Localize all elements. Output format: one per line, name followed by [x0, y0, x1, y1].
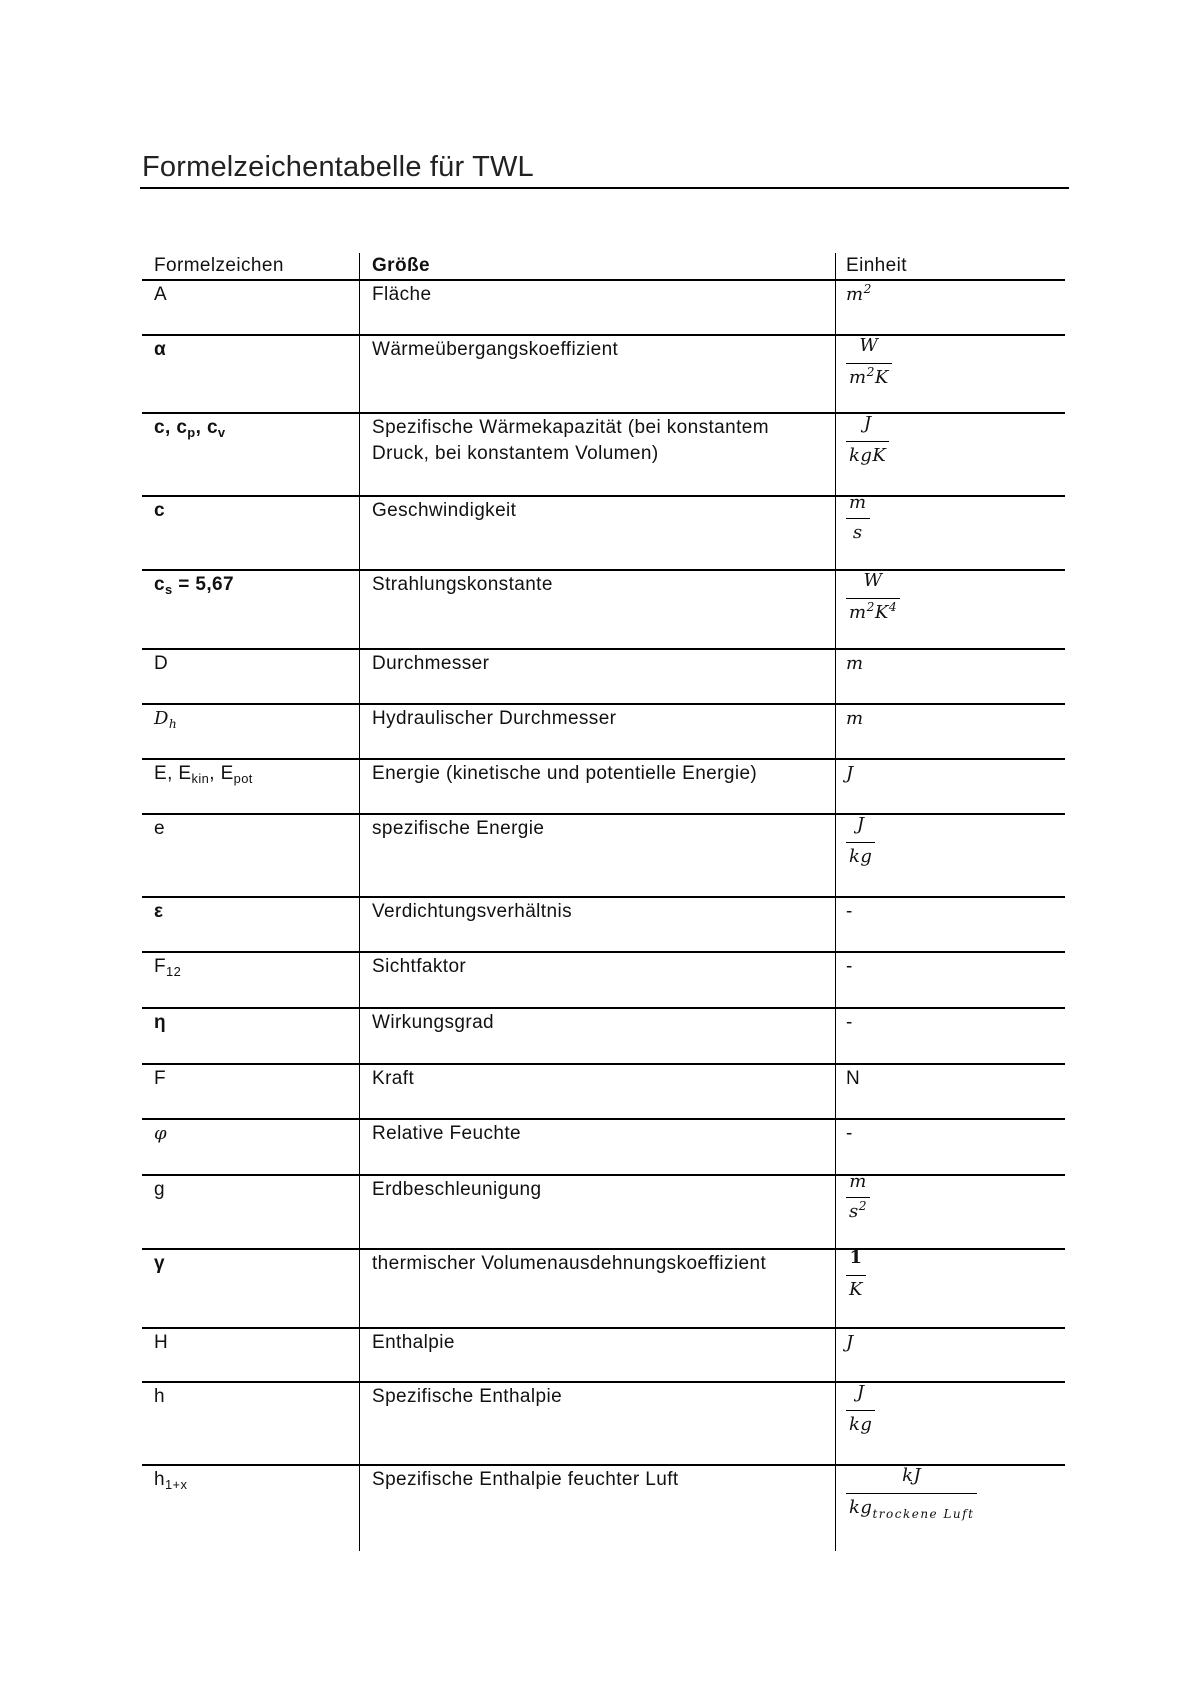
header-symbol: Formelzeichen — [154, 255, 284, 276]
quantity-cell — [359, 1120, 835, 1174]
quantity-cell — [359, 760, 835, 813]
unit-cell — [835, 760, 1065, 813]
table-row — [142, 1063, 1065, 1118]
unit-cell — [835, 1329, 1065, 1381]
table-row — [142, 1381, 1065, 1464]
quantity-cell — [359, 1466, 835, 1551]
symbol-cell — [142, 1329, 359, 1381]
unit-denominator — [846, 1410, 875, 1438]
quantity-cell — [359, 1065, 835, 1118]
quantity-cell — [359, 1329, 835, 1381]
unit-fraction — [846, 333, 892, 391]
symbol-cell — [142, 414, 359, 495]
unit-cell — [835, 336, 1065, 412]
unit-numerator — [846, 568, 900, 598]
quantity-text: Verdichtungsverhältnis — [372, 901, 572, 922]
quantity-cell — [359, 281, 835, 334]
unit-text: - — [846, 1123, 853, 1144]
table-row — [142, 1007, 1065, 1063]
table-row — [142, 1171, 1065, 1248]
symbol-text: D — [154, 653, 169, 674]
unit-text: m — [849, 1171, 867, 1192]
table-row — [142, 1118, 1065, 1174]
unit-text: K — [874, 602, 889, 623]
symbol-cell — [142, 1176, 359, 1248]
table-row — [142, 951, 1065, 1007]
unit-cell — [835, 1120, 1065, 1174]
unit-text: m — [849, 602, 867, 623]
symbol-text: D — [154, 708, 169, 729]
symbol-subscript: s — [164, 581, 173, 597]
quantity-text: Enthalpie — [372, 1332, 455, 1353]
symbol-cell — [142, 1250, 359, 1327]
unit-cell — [835, 492, 1065, 569]
table-row — [142, 813, 1065, 896]
quantity-text: Spezifische Enthalpie — [372, 1386, 563, 1407]
unit-fraction — [846, 812, 875, 870]
table-row — [142, 412, 1065, 495]
symbol-text: h — [154, 1386, 165, 1407]
symbol-text: E, E — [154, 763, 192, 784]
quantity-text: Spezifische Wärmekapazität (bei konstantem — [372, 417, 769, 438]
quantity-cell — [359, 1383, 835, 1464]
unit-text: 1 — [849, 1247, 863, 1268]
unit-text: kg — [849, 1414, 873, 1435]
unit-fraction — [846, 490, 870, 546]
symbol-text: e — [154, 818, 165, 839]
symbol-subscript: pot — [233, 770, 253, 786]
unit-text: K — [849, 1279, 863, 1300]
symbol-cell — [142, 1383, 359, 1464]
quantity-cell — [359, 1176, 835, 1248]
quantity-text: Erdbeschleunigung — [372, 1179, 542, 1200]
symbol-cell — [142, 571, 359, 648]
symbol-text: α — [154, 339, 167, 360]
symbol-text: g — [154, 1179, 165, 1200]
quantity-text: spezifische Energie — [372, 818, 545, 839]
table-row — [142, 569, 1065, 648]
unit-denominator — [846, 518, 870, 546]
symbol-subscript: 1+x — [164, 1476, 188, 1492]
unit-numerator — [846, 490, 870, 518]
quantity-cell — [359, 336, 835, 412]
title-underline — [140, 187, 1069, 189]
symbol-text: , E — [209, 763, 234, 784]
symbol-cell — [142, 760, 359, 813]
unit-exponent: 2 — [866, 365, 875, 380]
table-row — [142, 334, 1065, 412]
unit-denominator — [846, 1275, 866, 1303]
unit-text: - — [846, 1012, 853, 1033]
symbol-cell — [142, 1065, 359, 1118]
unit-text: J — [856, 1382, 865, 1403]
symbol-text: η — [154, 1012, 167, 1033]
symbol-cell — [142, 1009, 359, 1063]
unit-cell — [835, 1466, 1065, 1551]
quantity-text: Hydraulischer Durchmesser — [372, 708, 617, 729]
unit-text: - — [846, 956, 853, 977]
unit-denominator — [846, 363, 892, 391]
symbol-cell — [142, 953, 359, 1007]
quantity-text: Geschwindigkeit — [372, 500, 517, 521]
symbol-cell — [142, 705, 359, 758]
quantity-cell — [359, 497, 835, 569]
symbol-text: c — [154, 500, 165, 521]
table-row — [142, 758, 1065, 813]
symbol-text: c — [154, 574, 165, 595]
symbol-text: φ — [154, 1123, 168, 1144]
unit — [846, 284, 872, 305]
unit-fraction — [846, 1169, 870, 1225]
quantity-cell — [359, 571, 835, 648]
unit-cell — [835, 815, 1065, 896]
unit-cell — [835, 1171, 1065, 1248]
unit-cell — [835, 650, 1065, 703]
symbol-cell — [142, 281, 359, 334]
unit-text: W — [863, 570, 883, 591]
unit-exponent: 2 — [863, 282, 872, 297]
symbol-cell — [142, 650, 359, 703]
table-row — [142, 648, 1065, 703]
symbol-subscript: v — [217, 424, 226, 440]
unit-numerator — [846, 1380, 875, 1410]
unit-fraction — [846, 1380, 875, 1438]
table-row — [142, 279, 1065, 334]
unit-text: kg — [849, 846, 873, 867]
symbol-text: A — [154, 284, 168, 305]
symbol-text: F — [154, 956, 167, 977]
quantity-text: Fläche — [372, 284, 432, 305]
unit-cell — [835, 705, 1065, 758]
unit-denominator — [846, 598, 900, 626]
table-row — [142, 1464, 1065, 1551]
unit-cell — [835, 1247, 1065, 1327]
symbol-text: F — [154, 1068, 167, 1089]
symbol-cell — [142, 497, 359, 569]
unit-cell — [835, 1065, 1065, 1118]
quantity-cell — [359, 898, 835, 951]
unit-exponent: 2 — [866, 600, 875, 615]
symbol-text: h — [154, 1469, 165, 1490]
symbol-cell — [142, 1120, 359, 1174]
unit-text: kJ — [902, 1465, 922, 1486]
header-unit: Einheit — [835, 253, 1065, 279]
unit-denominator — [846, 1493, 977, 1521]
symbol-subscript: p — [187, 424, 196, 440]
unit-fraction — [846, 1463, 977, 1521]
table-row — [142, 492, 1065, 569]
quantity-text: Wärmeübergangskoeffizient — [372, 339, 619, 360]
quantity-cell — [359, 1250, 835, 1327]
unit-text: s — [849, 1201, 859, 1222]
symbol-table — [142, 253, 1065, 1551]
unit-cell — [835, 953, 1065, 1007]
unit-cell — [835, 281, 1065, 334]
unit-numerator — [846, 411, 889, 441]
unit-denominator — [846, 1197, 870, 1225]
unit-text: J — [863, 413, 872, 434]
quantity-cell — [359, 414, 835, 495]
symbol-cell — [142, 336, 359, 412]
quantity-text: Relative Feuchte — [372, 1123, 521, 1144]
unit-denominator — [846, 441, 889, 469]
symbol-cell — [142, 815, 359, 896]
unit-cell — [835, 571, 1065, 648]
unit-text: m — [846, 284, 864, 305]
symbol-cell — [142, 1466, 359, 1551]
unit-fraction — [846, 411, 889, 469]
unit-cell — [835, 898, 1065, 951]
unit-numerator — [846, 1169, 870, 1197]
quantity-cell — [359, 650, 835, 703]
unit-text: N — [846, 1068, 861, 1089]
symbol-text: , c — [195, 417, 218, 438]
unit-text: m — [849, 492, 867, 513]
symbol-text: c, c — [154, 417, 188, 438]
quantity-cell — [359, 815, 835, 896]
page-title: Formelzeichentabelle für TWL — [142, 151, 534, 183]
quantity-text: Strahlungskonstante — [372, 574, 553, 595]
symbol-subscript: kin — [191, 770, 210, 786]
unit-text: J — [846, 763, 854, 784]
unit-text: m — [849, 367, 867, 388]
unit-text: W — [859, 335, 879, 356]
table-row — [142, 896, 1065, 951]
symbol-text: γ — [154, 1253, 165, 1274]
unit-text: J — [846, 1332, 854, 1353]
unit-cell — [835, 414, 1065, 495]
unit-text: kg — [849, 1497, 873, 1518]
quantity-text: Wirkungsgrad — [372, 1012, 495, 1033]
table-header-row — [142, 253, 1065, 279]
unit-text: m — [846, 653, 864, 674]
unit-fraction — [846, 1245, 866, 1303]
table-row — [142, 1327, 1065, 1381]
quantity-cell — [359, 705, 835, 758]
unit-cell — [835, 1383, 1065, 1464]
quantity-text: Druck, bei konstantem Volumen) — [372, 443, 659, 464]
unit-exponent: 2 — [858, 1199, 868, 1214]
symbol-subscript: h — [168, 716, 178, 731]
unit-denominator — [846, 842, 875, 870]
symbol-cell — [142, 898, 359, 951]
unit-numerator — [846, 812, 875, 842]
unit-exponent: 4 — [888, 600, 898, 615]
unit-fraction — [846, 568, 900, 626]
symbol-math — [154, 708, 177, 729]
quantity-text: Energie (kinetische und potentielle Energie) — [372, 763, 758, 784]
symbol-subscript: 12 — [166, 963, 182, 979]
unit-text: kgK — [849, 445, 887, 466]
unit-text: - — [846, 901, 853, 922]
unit-text: J — [856, 814, 865, 835]
symbol-text: = 5,67 — [172, 574, 234, 595]
quantity-text: Durchmesser — [372, 653, 490, 674]
quantity-text: Sichtfaktor — [372, 956, 467, 977]
symbol-text: ε — [154, 901, 164, 922]
unit-numerator — [846, 1463, 977, 1493]
quantity-cell — [359, 1009, 835, 1063]
unit-text: m — [846, 708, 864, 729]
unit-subscript: trockene Luft — [872, 1507, 975, 1522]
unit-numerator — [846, 1245, 866, 1275]
table-row — [142, 703, 1065, 758]
symbol-text: H — [154, 1332, 169, 1353]
header-quantity: Größe — [359, 253, 835, 279]
quantity-cell — [359, 953, 835, 1007]
quantity-text: Spezifische Enthalpie feuchter Luft — [372, 1469, 679, 1490]
quantity-text: Kraft — [372, 1068, 415, 1089]
unit-numerator — [846, 333, 892, 363]
unit-text: s — [852, 522, 863, 543]
table-row — [142, 1248, 1065, 1327]
unit-cell — [835, 1009, 1065, 1063]
unit-text: K — [874, 367, 889, 388]
quantity-text: thermischer Volumenausdehnungskoeffizient — [372, 1253, 767, 1274]
